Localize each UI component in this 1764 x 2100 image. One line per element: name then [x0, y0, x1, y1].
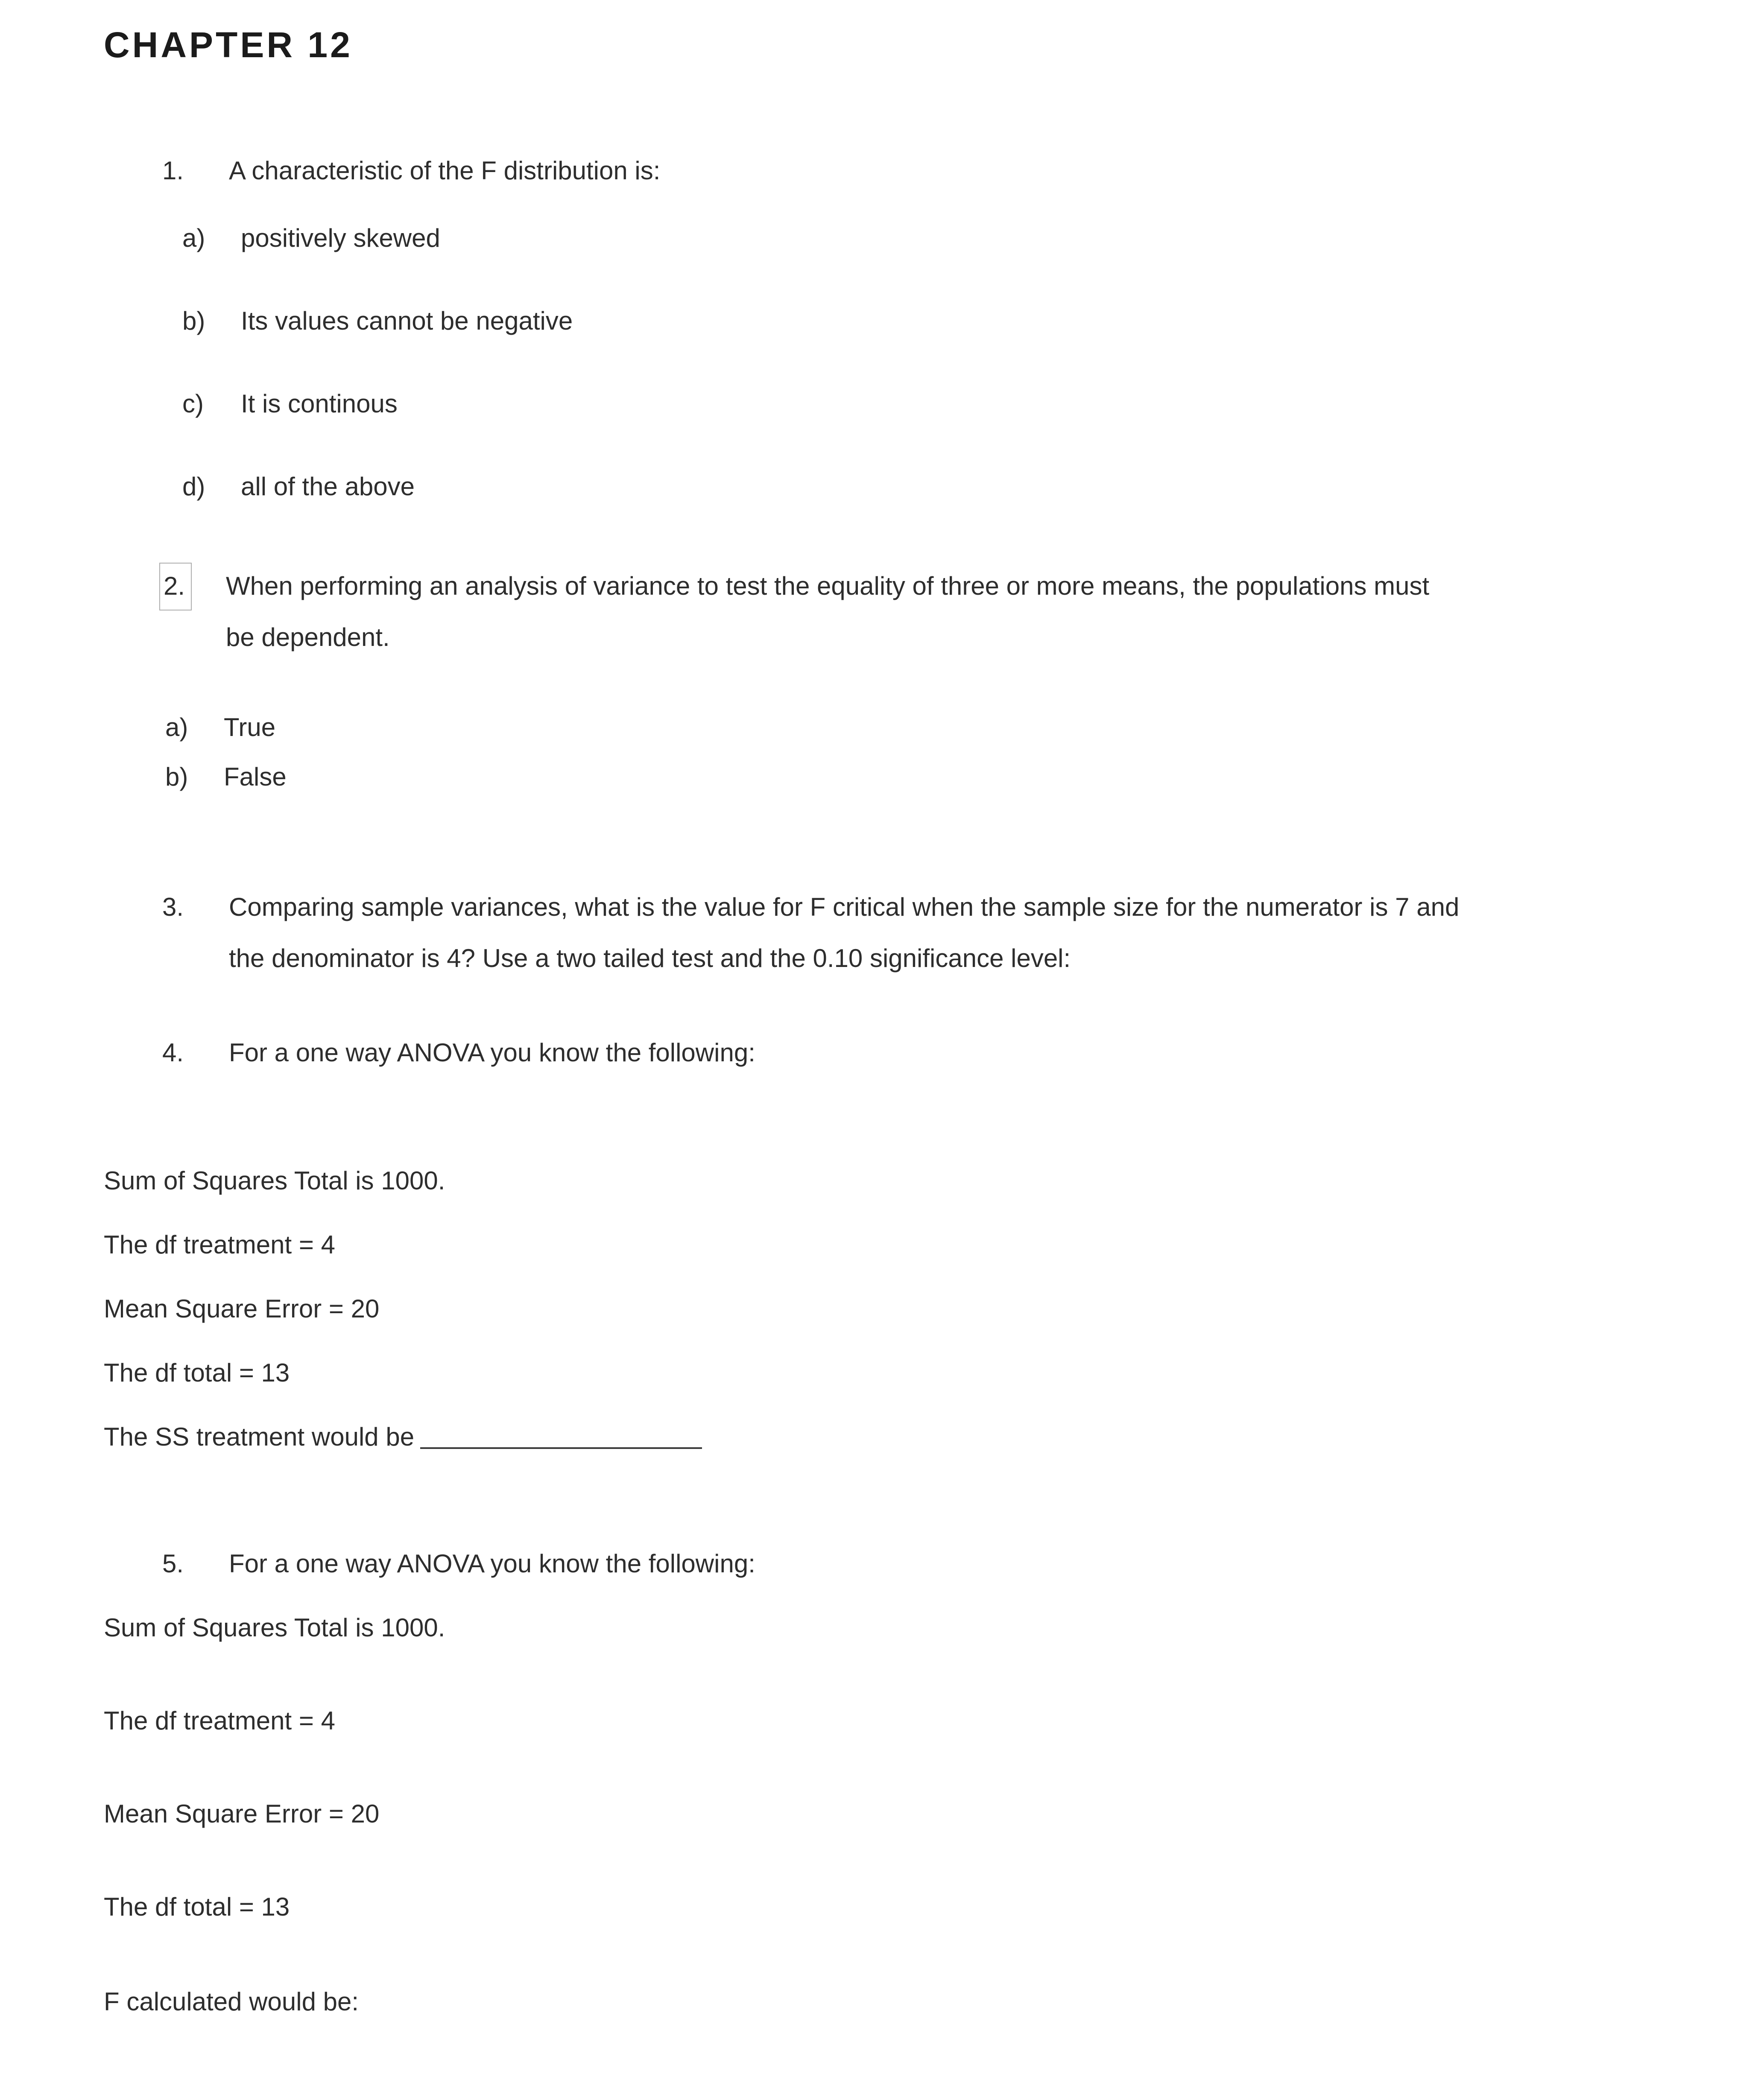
- fact-line: Mean Square Error = 20: [104, 1799, 380, 1828]
- fact-line: Sum of Squares Total is 1000.: [104, 1166, 445, 1195]
- fill-in-prompt: The SS treatment would be: [104, 1422, 415, 1451]
- question-4-text: For a one way ANOVA you know the following:: [229, 1038, 755, 1067]
- option-label: b): [165, 762, 188, 791]
- answer-blank-line: [420, 1447, 702, 1449]
- question-1-option-d: [182, 467, 1687, 506]
- question-2: [159, 561, 1687, 663]
- option-text: It is continous: [241, 389, 398, 418]
- question-2-number-cell: [159, 561, 226, 612]
- option-label: c): [182, 389, 204, 418]
- option-text: True: [224, 713, 276, 742]
- fact-line: The df total = 13: [104, 1893, 290, 1921]
- question-3: [162, 882, 1687, 984]
- question-5-text: For a one way ANOVA you know the following:: [229, 1549, 755, 1578]
- question-1: [162, 152, 1687, 190]
- question-2-text: When performing an analysis of variance to test the equality of three or more means, the populations must be dependent.: [226, 572, 1430, 651]
- option-label: b): [182, 307, 205, 335]
- option-text: positively skewed: [241, 224, 440, 252]
- question-5: [162, 1545, 1687, 1583]
- question-3-number: 3.: [162, 893, 184, 921]
- option-text: Its values cannot be negative: [241, 307, 573, 335]
- final-prompt: F calculated would be:: [104, 1987, 359, 2016]
- question-2-option-b: [165, 758, 1687, 796]
- question-1-option-a: [182, 219, 1687, 257]
- fill-in-line: [104, 1418, 1687, 1456]
- question-1-option-c: [182, 385, 1687, 423]
- question-2-number-box: 2.: [159, 563, 192, 610]
- question-1-number: 1.: [162, 156, 184, 185]
- option-label: a): [165, 713, 188, 742]
- option-text: False: [224, 762, 287, 791]
- fact-line: The df treatment = 4: [104, 1706, 335, 1735]
- option-label: d): [182, 472, 205, 501]
- question-2-option-a: [165, 708, 1687, 747]
- question-1-text: A characteristic of the F distribution is:: [229, 156, 661, 185]
- question-4-number: 4.: [162, 1038, 184, 1067]
- page-title: CHAPTER 12: [104, 25, 353, 65]
- question-4: [162, 1034, 1687, 1072]
- fact-line: Sum of Squares Total is 1000.: [104, 1613, 445, 1642]
- fact-line: The df treatment = 4: [104, 1230, 335, 1259]
- fact-line: The df total = 13: [104, 1358, 290, 1387]
- option-text: all of the above: [241, 472, 415, 501]
- question-5-number: 5.: [162, 1549, 184, 1578]
- question-1-option-b: [182, 302, 1687, 340]
- option-label: a): [182, 224, 205, 252]
- fact-line: Mean Square Error = 20: [104, 1294, 380, 1323]
- question-3-text: Comparing sample variances, what is the value for F critical when the sample size for the numerator is 7 and the denominator is 4? Use a two tailed test and the 0.10 significance level:: [229, 893, 1460, 973]
